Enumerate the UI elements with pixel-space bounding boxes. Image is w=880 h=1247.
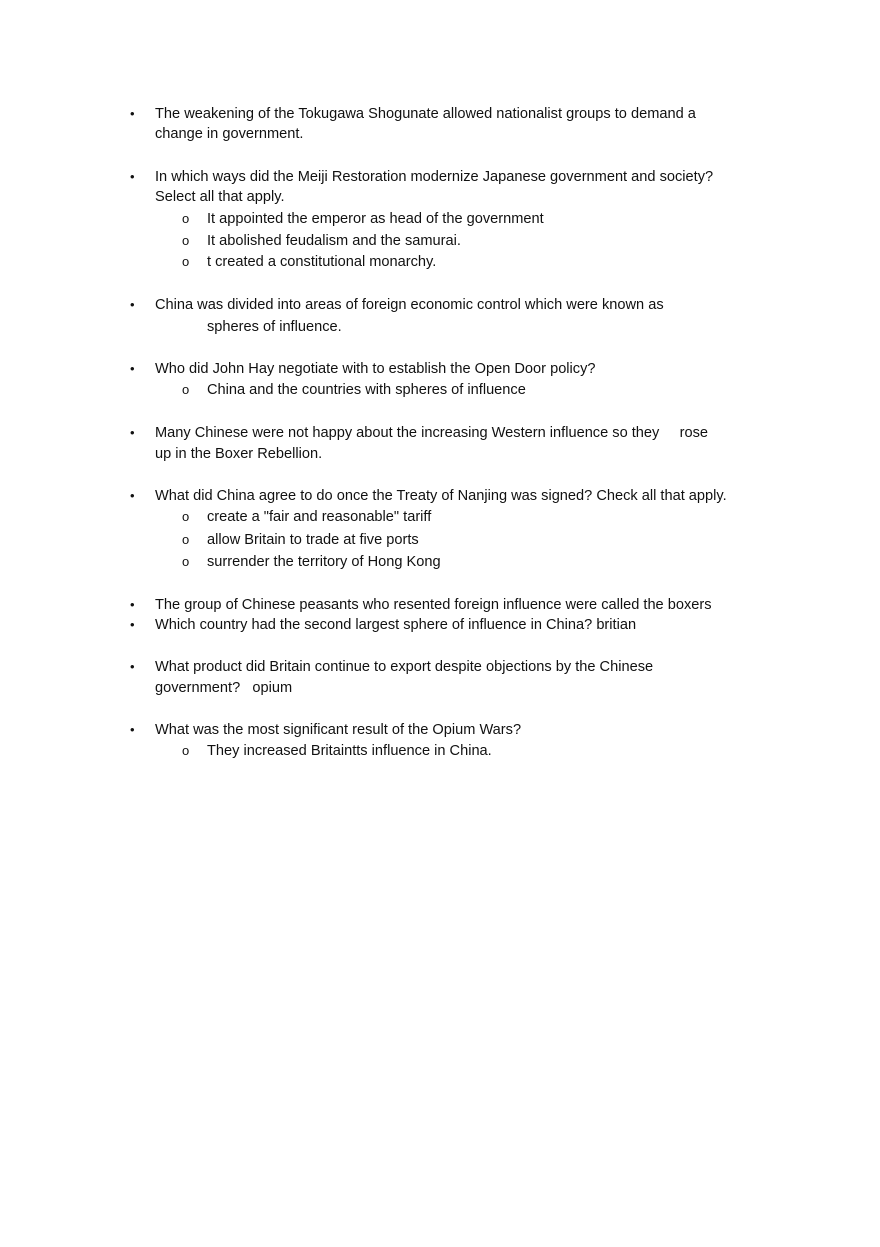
list-item-text: What was the most significant result of the Opium Wars? — [155, 722, 522, 738]
list-item-text: spheres of influence. — [207, 319, 342, 335]
list-item-text: What did China agree to do once the Treaty of Nanjing was signed? Check all that apply. — [155, 488, 727, 504]
sub-item-text: China and the countries with spheres of influence — [207, 382, 526, 398]
sub-item-text: It appointed the emperor as head of the government — [207, 211, 544, 227]
bullet-icon: • — [130, 617, 135, 632]
bullet-icon: • — [130, 297, 135, 312]
list-item-text: up in the Boxer Rebellion. — [155, 446, 323, 462]
list-item-text: Who did John Hay negotiate with to establish the Open Door policy? — [155, 361, 596, 377]
list-item-text: Which country had the second largest sphere of influence in China? britian — [155, 617, 637, 633]
sub-bullet-icon: o — [182, 382, 190, 397]
sub-bullet-icon: o — [182, 211, 190, 226]
bullet-icon: • — [130, 597, 135, 612]
list-item-text: The group of Chinese peasants who resented foreign influence were called the boxers — [155, 597, 712, 613]
bullet-icon: • — [130, 488, 135, 503]
sub-bullet-icon: o — [182, 509, 190, 524]
sub-bullet-icon: o — [182, 554, 190, 569]
sub-item-text: allow Britain to trade at five ports — [207, 532, 419, 548]
sub-item-text: It abolished feudalism and the samurai. — [207, 233, 461, 249]
bullet-icon: • — [130, 659, 135, 674]
sub-bullet-icon: o — [182, 532, 190, 547]
bullet-icon: • — [130, 169, 135, 184]
sub-bullet-icon: o — [182, 233, 190, 248]
list-item-text: The weakening of the Tokugawa Shogunate allowed nationalist groups to demand a — [155, 106, 696, 122]
bullet-icon: • — [130, 722, 135, 737]
list-item-text: government? opium — [155, 680, 293, 696]
sub-item-text: create a "fair and reasonable" tariff — [207, 509, 432, 525]
sub-bullet-icon: o — [182, 254, 190, 269]
bullet-icon: • — [130, 106, 135, 121]
sub-item-text: surrender the territory of Hong Kong — [207, 554, 441, 570]
bullet-icon: • — [130, 361, 135, 376]
sub-item-text: They increased Britaintts influence in China. — [207, 743, 492, 759]
bullet-icon: • — [130, 425, 135, 440]
list-item-text: China was divided into areas of foreign economic control which were known as — [155, 297, 664, 313]
list-item-text: change in government. — [155, 126, 304, 142]
list-item-text: Select all that apply. — [155, 189, 285, 205]
list-item-text: What product did Britain continue to export despite objections by the Chinese — [155, 659, 654, 675]
sub-item-text: t created a constitutional monarchy. — [207, 254, 437, 270]
list-item-text: Many Chinese were not happy about the increasing Western influence so they rose — [155, 425, 708, 441]
list-item-text: In which ways did the Meiji Restoration modernize Japanese government and society? — [155, 169, 714, 185]
sub-bullet-icon: o — [182, 743, 190, 758]
